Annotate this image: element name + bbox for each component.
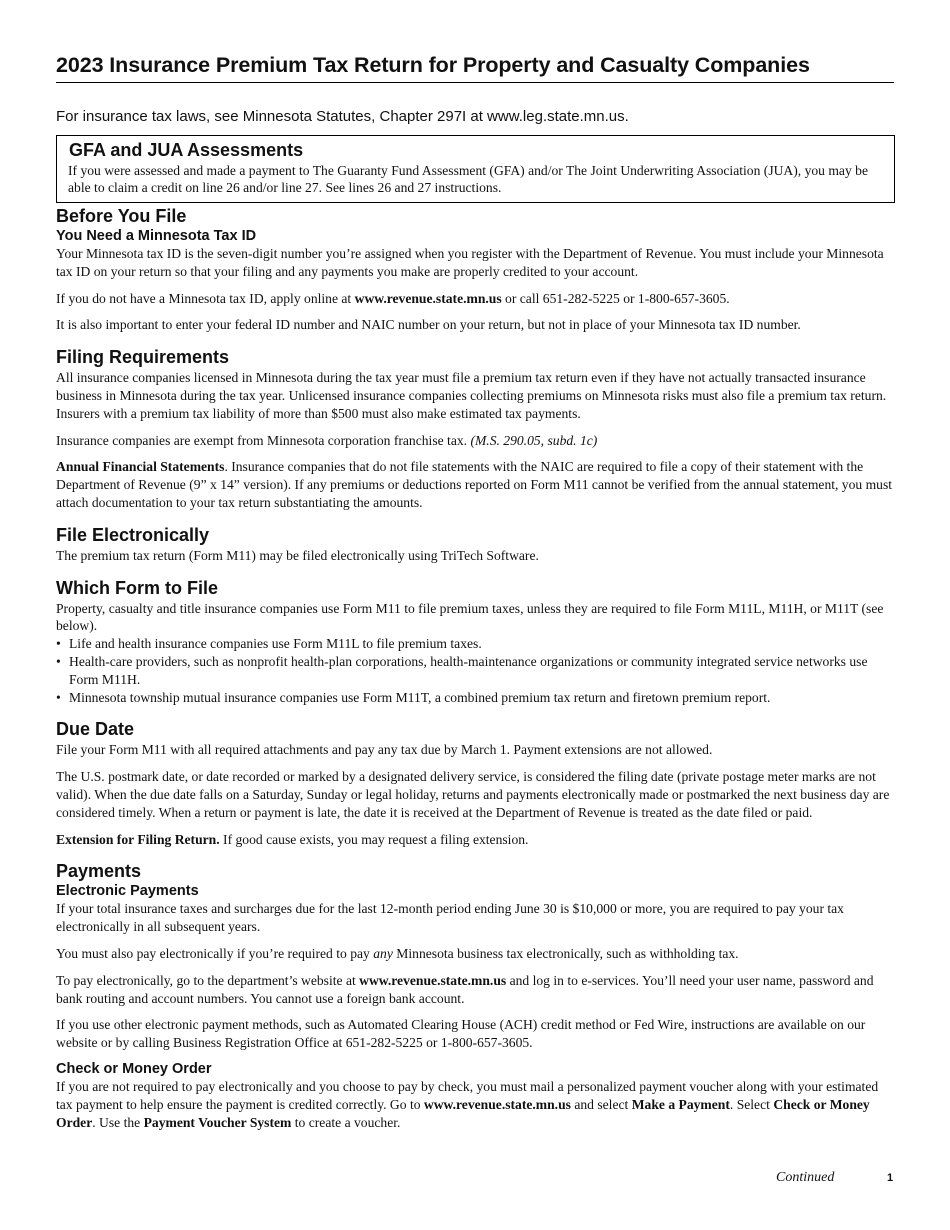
paragraph: Annual Financial Statements. Insurance companies that do not file statements with the NAIC are required to file a copy of their statement with the Department of Revenue (9” x 14” version). If any premiums or deductions reported on Form M11 cannot be verified from the annual statement, you must attach documentation to your tax return substantiating the amounts.	[56, 459, 893, 510]
subheading: Electronic Payments	[56, 883, 199, 900]
section-before-you-file	[56, 205, 894, 334]
list-item: • Health-care providers, such as nonprofit health-plan corporations, health-maintenance organizations or community integrated service networks use Form M11H.	[56, 653, 894, 689]
paragraph: The premium tax return (Form M11) may be filed electronically using TriTech Software.	[56, 547, 539, 563]
revenue-website-link[interactable]: www.revenue.state.mn.us	[423, 1096, 571, 1112]
gfa-heading: GFA and JUA Assessments	[69, 140, 304, 160]
list-item: • Minnesota township mutual insurance companies use Form M11T, a combined premium tax return and firetown premium report.	[56, 689, 894, 707]
section-heading: Before You File	[56, 206, 187, 226]
page-title: 2023 Insurance Premium Tax Return for Property and Casualty Companies	[56, 53, 894, 83]
paragraph: To pay electronically, go to the department’s website at www.revenue.state.mn.us and log in to e-services. You’ll need your user name, password and bank routing and account numbers. You cannot use a foreign bank account.	[56, 972, 874, 1006]
paragraph: The U.S. postmark date, or date recorded or marked by a designated delivery service, is considered the filing date (private postage meter marks are not valid). When the due date falls on a Saturday, Sunday or legal holiday, returns and payments electronically made or postmarked the next business day are considered timely. When a return or payment is late, the date it is received at the Department of Revenue is treated as the date filed or paid.	[56, 769, 890, 820]
gfa-text: If you were assessed and made a payment to The Guaranty Fund Assessment (GFA) and/or The Joint Underwriting Association (JUA), you may be able to claim a credit on line 26 and/or line 27. See lines 26 and 27 instructions.	[68, 163, 868, 195]
paragraph: File your Form M11 with all required attachments and pay any tax due by March 1. Payment extensions are not allowed.	[56, 742, 713, 758]
section-due-date	[56, 718, 894, 848]
section-which-form	[56, 577, 894, 707]
continued-label: Continued	[776, 1170, 835, 1185]
main-content	[56, 205, 894, 1131]
subheading: Check or Money Order	[56, 1060, 212, 1077]
section-payments	[56, 860, 894, 1131]
subheading: You Need a Minnesota Tax ID	[56, 228, 257, 244]
section-heading: Which Form to File	[56, 577, 218, 598]
paragraph: Your Minnesota tax ID is the seven-digit number you’re assigned when you register with the Department of Revenue. You must include your Minnesota tax ID on your return so that your filing and any payments you make are properly credited to your account.	[56, 246, 884, 279]
intro-text: For insurance tax laws, see Minnesota Statutes, Chapter 297I at www.leg.state.mn.us.	[56, 108, 629, 125]
list-item: • Life and health insurance companies use Form M11L to file premium taxes.	[56, 635, 894, 653]
paragraph: If you are not required to pay electronically and you choose to pay by check, you must mail a personalized payment voucher along with your estimated tax payment to help ensure the payment is credited correctly. Go to www.revenue.state.mn.us and select Make a Payment. Select Check or Money Order. Use the Payment Voucher System to create a voucher.	[56, 1078, 879, 1130]
revenue-website-link[interactable]: www.revenue.state.mn.us	[354, 290, 502, 306]
revenue-website-link[interactable]: www.revenue.state.mn.us	[359, 972, 507, 988]
section-heading: File Electronically	[56, 524, 210, 545]
paragraph: Insurance companies are exempt from Minnesota corporation franchise tax. (M.S. 290.05, subd. 1c)	[56, 432, 598, 448]
paragraph: If you do not have a Minnesota tax ID, apply online at www.revenue.state.mn.us or call 651-282-5225 or 1-800-657-3605.	[56, 290, 730, 306]
section-file-electronically	[56, 524, 894, 565]
paragraph: It is also important to enter your federal ID number and NAIC number on your return, but not in place of your Minnesota tax ID number.	[56, 317, 801, 333]
paragraph: If you use other electronic payment methods, such as Automated Clearing House (ACH) credit method or Fed Wire, instructions are available on our website or by calling Business Registration Office at 651-282-5225 or 1-800-657-3605.	[56, 1017, 866, 1051]
section-heading: Filing Requirements	[56, 347, 230, 368]
gfa-jua-notice-box	[56, 135, 895, 203]
paragraph: Property, casualty and title insurance companies use Form M11 to file premium taxes, unless they are required to file Form M11L, M11H, or M11T (see below).	[56, 600, 884, 634]
paragraph: Extension for Filing Return. If good cause exists, you may request a filing extension.	[56, 831, 529, 847]
statute-citation: (M.S. 290.05, subd. 1c)	[470, 432, 598, 448]
paragraph: If your total insurance taxes and surcharges due for the last 12-month period ending June 30 is $10,000 or more, you are required to pay your tax electronically in all subsequent years.	[56, 901, 844, 935]
section-filing-requirements	[56, 346, 894, 512]
page-number: 1	[887, 1172, 894, 1184]
section-heading: Payments	[56, 861, 142, 882]
section-heading: Due Date	[56, 719, 135, 740]
form-list	[56, 635, 894, 706]
paragraph: You must also pay electronically if you’re required to pay any Minnesota business tax electronically, such as withholding tax.	[56, 945, 739, 961]
paragraph: All insurance companies licensed in Minnesota during the tax year must file a premium tax return even if they have not actually transacted insurance business in Minnesota during the tax year. Unlicensed insurance companies collecting premiums on Minnesota risks must also file a premium tax return. Insurers with a premium tax liability of more than $500 must also make estimated tax payments.	[56, 370, 887, 421]
